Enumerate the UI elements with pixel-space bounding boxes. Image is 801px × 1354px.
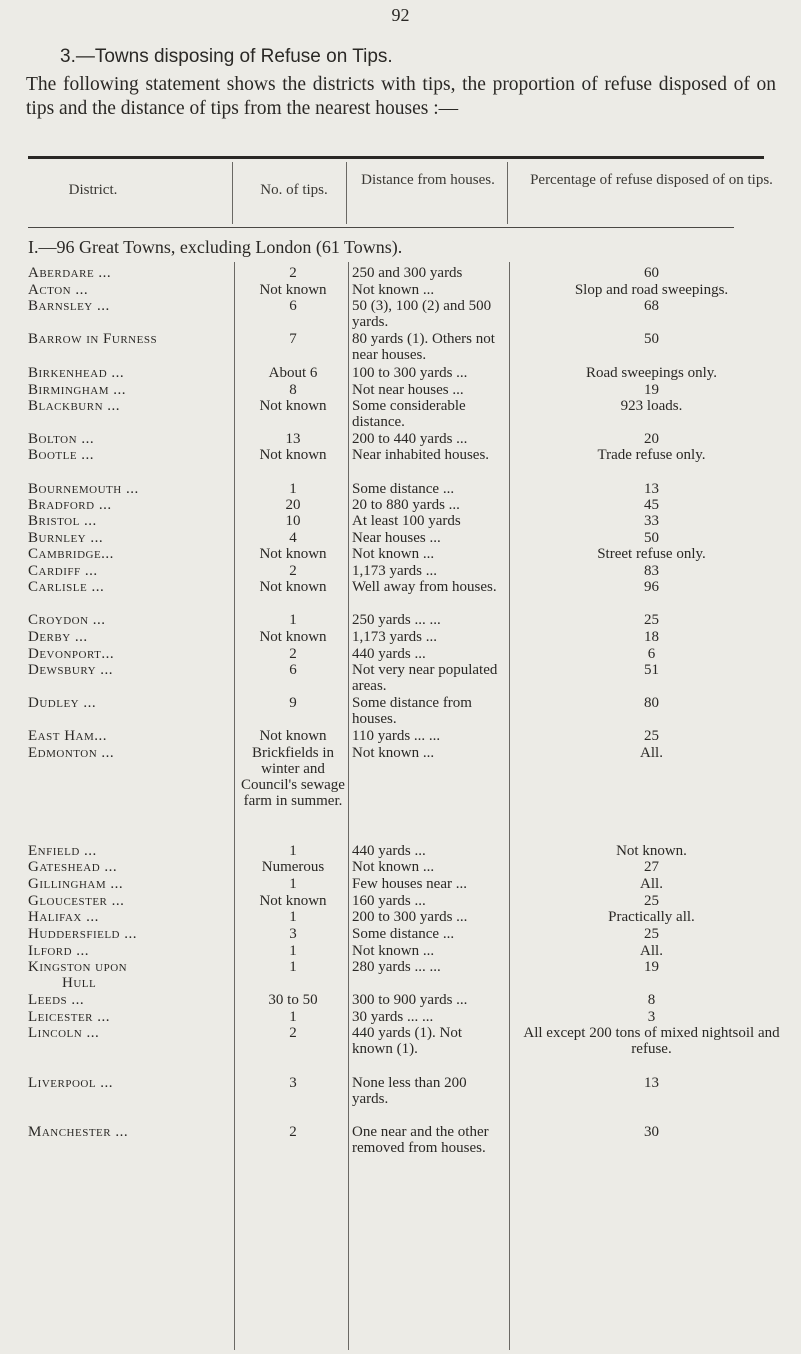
row-percentage: 30 bbox=[644, 1124, 659, 1140]
row-tips: Numerous bbox=[261, 859, 325, 875]
row-percentage: 96 bbox=[644, 579, 659, 595]
row-percentage: 25 bbox=[644, 612, 659, 628]
row-distance: 280 yards ... ... bbox=[352, 959, 441, 975]
row-district: Bournemouth ... bbox=[28, 481, 139, 497]
row-tips: 30 to 50 bbox=[268, 992, 318, 1008]
row-distance: Not known ... bbox=[352, 943, 435, 959]
row-tips: 1 bbox=[289, 481, 297, 497]
row-distance: 250 and 300 yards bbox=[352, 265, 463, 281]
row-distance: None less than 200 yards. bbox=[352, 1075, 467, 1107]
header-distance: Distance from houses. bbox=[361, 172, 495, 188]
row-distance: 440 yards ... bbox=[352, 646, 426, 662]
row-percentage: 25 bbox=[644, 893, 659, 909]
row-percentage: 50 bbox=[644, 530, 659, 546]
row-tips: 1 bbox=[289, 909, 297, 925]
row-tips: 3 bbox=[289, 1075, 297, 1091]
row-tips: 9 bbox=[289, 695, 297, 711]
row-tips: Not known bbox=[259, 546, 327, 562]
row-distance: Not very near populated areas. bbox=[352, 662, 498, 694]
row-tips: 2 bbox=[289, 646, 297, 662]
row-percentage: 25 bbox=[644, 728, 659, 744]
row-district: Enfield ... bbox=[28, 843, 97, 859]
row-percentage: 83 bbox=[644, 563, 659, 579]
row-percentage: 6 bbox=[647, 646, 656, 662]
row-distance: 80 yards (1). Others not near houses. bbox=[352, 331, 495, 363]
row-distance: Some considerable distance. bbox=[352, 398, 466, 430]
row-percentage: 13 bbox=[644, 481, 659, 497]
row-district: Birmingham ... bbox=[28, 382, 127, 398]
row-percentage: 25 bbox=[644, 926, 659, 942]
row-district: Aberdare ... bbox=[28, 265, 112, 281]
row-percentage: Not known. bbox=[616, 843, 687, 859]
row-percentage: 19 bbox=[644, 382, 659, 398]
row-percentage: All. bbox=[640, 876, 663, 892]
row-percentage: 13 bbox=[644, 1075, 659, 1091]
row-district: Gillingham ... bbox=[28, 876, 124, 892]
row-percentage: All except 200 tons of mixed nightsoil and refuse. bbox=[523, 1025, 780, 1057]
row-distance: Not known ... bbox=[352, 282, 435, 298]
row-district: Halifax ... bbox=[28, 909, 99, 925]
page-number: 92 bbox=[391, 5, 410, 25]
row-percentage: Practically all. bbox=[608, 909, 695, 925]
row-percentage: 18 bbox=[644, 629, 659, 645]
row-tips: 2 bbox=[289, 1025, 297, 1041]
row-percentage: Street refuse only. bbox=[597, 546, 706, 562]
row-district: Gateshead ... bbox=[28, 859, 118, 875]
row-distance: Some distance ... bbox=[352, 481, 455, 497]
row-distance: 300 to 900 yards ... bbox=[352, 992, 468, 1008]
row-district: Manchester ... bbox=[28, 1124, 129, 1140]
row-tips: 3 bbox=[289, 926, 297, 942]
row-district: Gloucester ... bbox=[28, 893, 125, 909]
row-percentage: 20 bbox=[644, 431, 659, 447]
row-tips: 2 bbox=[289, 1124, 297, 1140]
row-district: Leeds ... bbox=[28, 992, 85, 1008]
row-distance: Some distance ... bbox=[352, 926, 455, 942]
row-distance: 1,173 yards ... bbox=[352, 563, 437, 579]
row-tips: Brickfields in winter and Council's sewage farm in summer. bbox=[241, 745, 345, 809]
row-tips: Not known bbox=[259, 579, 327, 595]
row-percentage: 19 bbox=[644, 959, 659, 975]
row-district: Cambridge... bbox=[28, 546, 114, 562]
column-divider bbox=[509, 262, 510, 1350]
row-district: Croydon ... bbox=[28, 612, 106, 628]
row-distance: Not known ... bbox=[352, 745, 435, 761]
row-distance: 50 (3), 100 (2) and 500 yards. bbox=[352, 298, 492, 330]
row-district: Edmonton ... bbox=[28, 745, 115, 761]
row-distance: At least 100 yards bbox=[352, 513, 461, 529]
table-top-rule bbox=[28, 156, 764, 159]
row-tips: 8 bbox=[289, 382, 297, 398]
row-tips: Not known bbox=[259, 629, 327, 645]
row-percentage: Road sweepings only. bbox=[585, 365, 718, 381]
row-tips: Not known bbox=[259, 893, 327, 909]
row-tips: Not known bbox=[259, 728, 327, 744]
row-percentage: 68 bbox=[644, 298, 659, 314]
table-section-title: I.—96 Great Towns, excluding London (61 Towns). bbox=[28, 237, 403, 257]
row-tips: Not known bbox=[259, 447, 327, 463]
row-district: Dudley ... bbox=[28, 695, 97, 711]
row-distance: Near inhabited houses. bbox=[352, 447, 490, 463]
column-divider bbox=[348, 262, 349, 1350]
row-distance: Few houses near ... bbox=[352, 876, 467, 892]
row-tips: 13 bbox=[285, 431, 301, 447]
header-divider bbox=[346, 162, 347, 224]
row-distance: Not known ... bbox=[352, 859, 435, 875]
row-district: East Ham... bbox=[28, 728, 108, 744]
row-district: Leicester ... bbox=[28, 1009, 110, 1025]
row-district: Liverpool ... bbox=[28, 1075, 114, 1091]
row-distance: 200 to 300 yards ... bbox=[352, 909, 468, 925]
row-percentage: 8 bbox=[647, 992, 656, 1008]
row-percentage: 50 bbox=[644, 331, 659, 347]
row-distance: 100 to 300 yards ... bbox=[352, 365, 468, 381]
row-district: Blackburn ... bbox=[28, 398, 121, 414]
header-bottom-rule bbox=[28, 227, 734, 228]
row-district: Derby ... bbox=[28, 629, 88, 645]
row-district: Dewsbury ... bbox=[28, 662, 114, 678]
row-percentage: 923 loads. bbox=[620, 398, 683, 414]
row-distance: 200 to 440 yards ... bbox=[352, 431, 468, 447]
row-percentage: 27 bbox=[644, 859, 659, 875]
header-district: District. bbox=[68, 182, 118, 198]
row-percentage: 60 bbox=[644, 265, 659, 281]
row-percentage: Slop and road sweepings. bbox=[574, 282, 729, 298]
row-distance: 440 yards (1). Not known (1). bbox=[352, 1025, 462, 1057]
row-percentage: 3 bbox=[647, 1009, 656, 1025]
row-distance: 110 yards ... ... bbox=[352, 728, 441, 744]
row-tips: 1 bbox=[289, 959, 297, 975]
row-district: Acton ... bbox=[28, 282, 89, 298]
row-district: Bolton ... bbox=[28, 431, 95, 447]
header-percentage: Percentage of refuse disposed of on tips. bbox=[530, 172, 773, 188]
intro-paragraph: The following statement shows the districts with tips, the proportion of refuse disposed of on tips and the distance of tips from the nearest houses :— bbox=[26, 74, 776, 119]
section-heading: 3.—Towns disposing of Refuse on Tips. bbox=[60, 46, 393, 67]
row-district: Barnsley ... bbox=[28, 298, 110, 314]
row-tips: 4 bbox=[289, 530, 297, 546]
row-percentage: All. bbox=[640, 745, 663, 761]
row-percentage: All. bbox=[640, 943, 663, 959]
row-percentage: 80 bbox=[644, 695, 659, 711]
row-tips: 10 bbox=[285, 513, 301, 529]
row-district: Bradford ... bbox=[28, 497, 112, 513]
row-tips: About 6 bbox=[268, 365, 318, 381]
row-tips: 6 bbox=[289, 298, 297, 314]
row-district: Barrow in Furness bbox=[28, 331, 158, 347]
row-tips: 7 bbox=[289, 331, 297, 347]
row-tips: 1 bbox=[289, 612, 297, 628]
row-tips: 1 bbox=[289, 943, 297, 959]
row-distance: One near and the other removed from houses. bbox=[352, 1124, 489, 1156]
row-tips: 2 bbox=[289, 563, 297, 579]
row-district: Huddersfield ... bbox=[28, 926, 138, 942]
row-district: Carlisle ... bbox=[28, 579, 105, 595]
row-tips: 20 bbox=[285, 497, 301, 513]
row-distance: Not known ... bbox=[352, 546, 435, 562]
row-percentage: 33 bbox=[644, 513, 659, 529]
row-district: Burnley ... bbox=[28, 530, 104, 546]
row-distance: 30 yards ... ... bbox=[352, 1009, 434, 1025]
row-percentage: 45 bbox=[644, 497, 659, 513]
row-district: Ilford ... bbox=[28, 943, 90, 959]
row-tips: Not known bbox=[259, 398, 327, 414]
row-district: Bootle ... bbox=[28, 447, 95, 463]
row-tips: 6 bbox=[289, 662, 297, 678]
row-district: Bristol ... bbox=[28, 513, 97, 529]
row-district: Birkenhead ... bbox=[28, 365, 125, 381]
row-percentage: 51 bbox=[644, 662, 659, 678]
row-tips: 1 bbox=[289, 843, 297, 859]
row-district: Devonport... bbox=[28, 646, 115, 662]
row-district: Lincoln ... bbox=[28, 1025, 100, 1041]
row-distance: Not near houses ... bbox=[352, 382, 464, 398]
row-distance: Some distance from houses. bbox=[352, 695, 472, 727]
row-distance: 250 yards ... ... bbox=[352, 612, 441, 628]
header-tips: No. of tips. bbox=[260, 182, 328, 198]
row-tips: 2 bbox=[289, 265, 297, 281]
row-district: Cardiff ... bbox=[28, 563, 98, 579]
header-divider bbox=[232, 162, 233, 224]
row-distance: Near houses ... bbox=[352, 530, 441, 546]
row-tips: 1 bbox=[289, 1009, 297, 1025]
row-tips: Not known bbox=[259, 282, 327, 298]
row-distance: 1,173 yards ... bbox=[352, 629, 437, 645]
row-distance: 440 yards ... bbox=[352, 843, 426, 859]
header-divider bbox=[507, 162, 508, 224]
row-distance: 160 yards ... bbox=[352, 893, 426, 909]
row-tips: 1 bbox=[289, 876, 297, 892]
row-percentage: Trade refuse only. bbox=[597, 447, 706, 463]
row-district: Kingston upon Hull bbox=[28, 959, 128, 991]
row-distance: Well away from houses. bbox=[352, 579, 497, 595]
column-divider bbox=[234, 262, 235, 1350]
row-distance: 20 to 880 yards ... bbox=[352, 497, 460, 513]
